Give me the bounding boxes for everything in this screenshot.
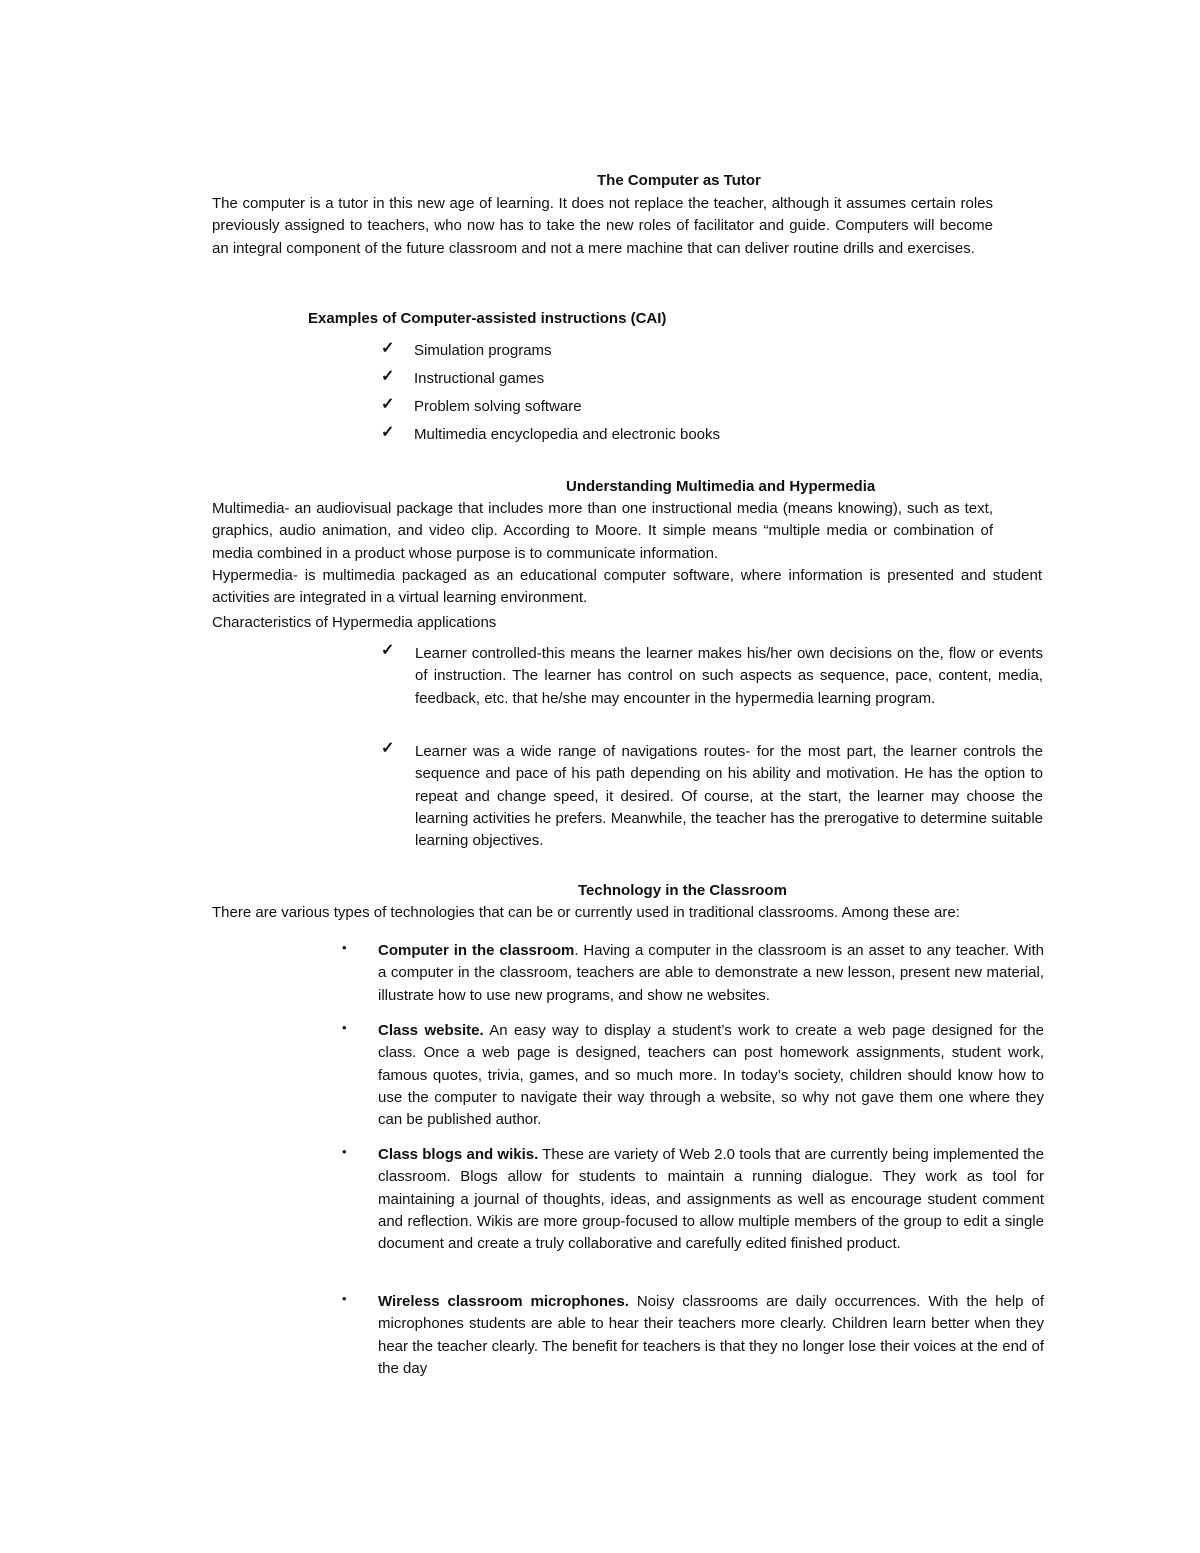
list-item-text xyxy=(378,1020,1044,1131)
hypermedia-definition: Hypermedia- is multimedia packaged as an educational computer software, where information is presented and student activities are integrated in a virtual learning environment. xyxy=(212,567,1042,607)
cai-list xyxy=(381,340,981,452)
section-title-cai: Examples of Computer-assisted instructions (CAI) xyxy=(308,310,667,327)
bullet-icon: • xyxy=(342,1144,347,1159)
multimedia-definition: Multimedia- an audiovisual package that includes more than one instructional media (means knowing), such as text, graphics, audio animation, and video clip. According to Moore. It simple means “multiple media or combination of media combined in a product whose purpose is to communicate information. xyxy=(212,500,993,562)
check-icon: ✓ xyxy=(381,424,395,441)
check-icon: ✓ xyxy=(381,740,395,757)
check-icon: ✓ xyxy=(381,642,395,659)
list-item xyxy=(342,1291,1044,1383)
technology-intro: There are various types of technologies that can be or currently used in traditional classrooms. Among these are: xyxy=(212,904,960,921)
list-item xyxy=(342,1020,1044,1135)
item-term: Class blogs and wikis. xyxy=(378,1146,539,1163)
list-item-text xyxy=(378,940,1044,1007)
item-term: Wireless classroom microphones. xyxy=(378,1293,629,1310)
list-item xyxy=(381,396,981,424)
list-item-label: Multimedia encyclopedia and electronic books xyxy=(414,426,721,443)
section-title-multimedia: Understanding Multimedia and Hypermedia xyxy=(566,478,876,495)
check-icon: ✓ xyxy=(381,368,395,385)
list-item-label: Instructional games xyxy=(414,370,545,387)
item-description: Noisy classrooms are daily occurrences. With the help of microphones students are able to hear their teachers more clearly. Children learn better when they hear the teacher clearly. The benefit for teachers is that they no longer lose their voices at the end of the day xyxy=(378,1293,1044,1377)
tutor-paragraph: The computer is a tutor in this new age of learning. It does not replace the teacher, although it assumes certain roles previously assigned to teachers, who now has to take the new roles of facilitator and guide. Computers will become an integral component of the future classroom and not a mere machine that can deliver routine drills and exercises. xyxy=(212,195,993,257)
bullet-icon: • xyxy=(342,940,347,955)
list-item-label: Problem solving software xyxy=(414,398,582,415)
list-item-text xyxy=(378,1144,1044,1255)
item-description: An easy way to display a student’s work to create a web page designed for the class. Once a web page is designed, teachers can post homework assignments, student work, famous quotes, trivia, games, and so much more. In today’s society, children should know how to use the computer to navigate their way through a website, so why not gave them one where they can be published author. xyxy=(378,1022,1044,1129)
list-item-text: Learner was a wide range of navigations routes- for the most part, the learner controls the sequence and pace of his path depending on his ability and motivation. He has the option to repeat and change speed, it desired. Of course, at the start, the learner may choose the learning activities he prefers. Meanwhile, the teacher has the prerogative to determine suitable learning objectives. xyxy=(415,743,1043,850)
section-title-tutor: The Computer as Tutor xyxy=(597,172,761,189)
bullet-icon: • xyxy=(342,1020,347,1035)
item-description: These are variety of Web 2.0 tools that are currently being implemented the classroom. Blogs allow for students to maintain a running dialogue. They work as tool for maintaining a journal of thoughts, ideas, and assignments as well as encourage student comment and reflection. Wikis are more group-focused to allow multiple members of the group to edit a single document and create a truly collaborative and carefully edited finished product. xyxy=(378,1146,1044,1253)
check-icon: ✓ xyxy=(381,340,395,357)
item-description: . Having a computer in the classroom is an asset to any teacher. With a computer in the classroom, teachers are able to demonstrate a new lesson, present new material, illustrate how to use new programs, and show ne websites. xyxy=(378,942,1044,1004)
bullet-icon: • xyxy=(342,1291,347,1306)
item-term: Computer in the classroom xyxy=(378,942,575,959)
list-item xyxy=(342,1144,1044,1282)
list-item xyxy=(342,940,1044,1010)
section-title-technology: Technology in the Classroom xyxy=(578,882,787,899)
list-item xyxy=(381,741,1043,856)
list-item-text: Learner controlled-this means the learner makes his/her own decisions on the, flow or events of instruction. The learner has control on such aspects as sequence, pace, content, media, feedback, etc. that he/she may encounter in the hypermedia learning program. xyxy=(415,645,1043,707)
list-item-text xyxy=(378,1291,1044,1380)
check-icon: ✓ xyxy=(381,396,395,413)
list-item xyxy=(381,643,1043,735)
list-item xyxy=(381,340,981,368)
list-item xyxy=(381,424,981,452)
list-item xyxy=(381,368,981,396)
characteristics-label: Characteristics of Hypermedia applications xyxy=(212,614,497,631)
item-term: Class website. xyxy=(378,1022,484,1039)
list-item-label: Simulation programs xyxy=(414,342,552,359)
